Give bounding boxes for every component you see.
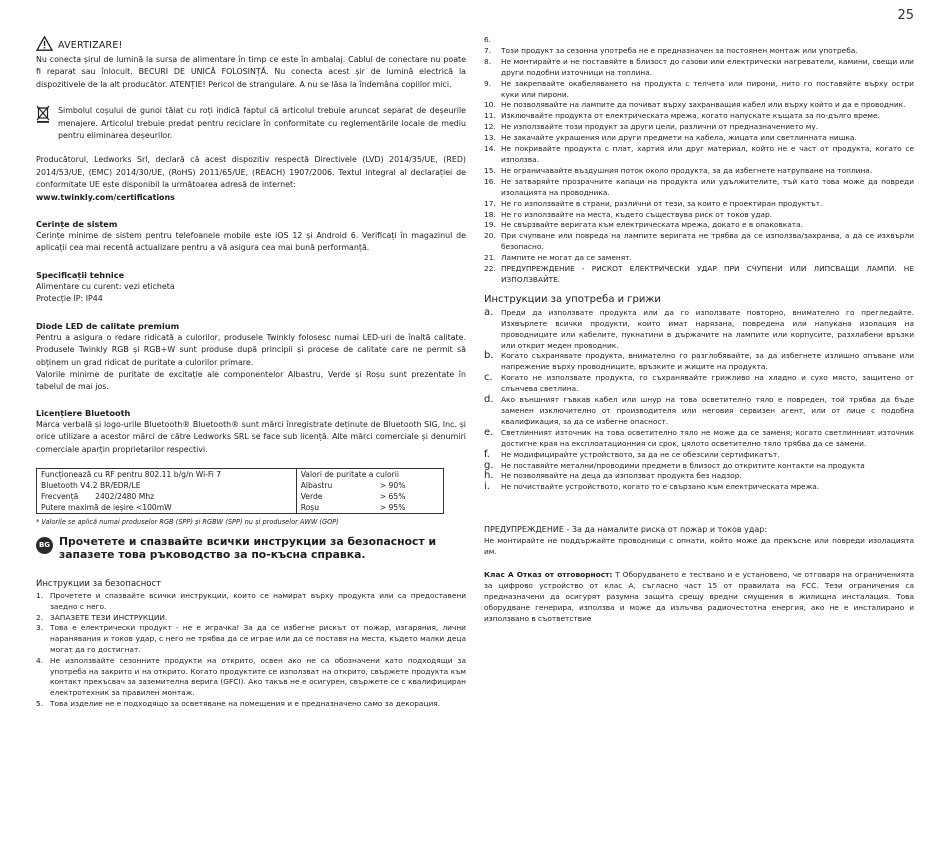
list-item: 16. Не затваряйте прозрачните капаци на продукта или удължителите, тъй като това може да повреди изолацията на проводника. <box>484 176 914 197</box>
list-item: c. Когато не използвате продукта, го съхранявайте грижливо на хладно и сухо място, защитено от слънчева светлина. <box>484 372 914 394</box>
safety-list <box>36 591 466 710</box>
list-item: g. Не поставяйте метални/проводими предмети в близост до откритите контакти на продукта <box>484 459 865 471</box>
declaration-block <box>36 154 466 204</box>
warning-heading <box>36 36 466 54</box>
list-item: a. Преди да използвате продукта или да го използвате повторно, внимателно го прегледайте. Изхвърлете всички продукти, които имат нарязана, повредена или напукана изолация на проводниците или кабелите, пукнатини в държачите на лампите или корпусите, разхлабени връзки или открит меден проводник. <box>484 306 914 350</box>
purity-name: Roșu <box>300 502 320 512</box>
warning-text: Nu conecta șirul de lumină la sursa de alimentare în timp ce este în ambalaj. Cablul de conectare nu poate fi reparat sau înlocuit. BECURI DE UNICĂ FOLOSINȚĂ. Nu conecta acest șir de lumină electrică la dispozitivele de la alt producător. ATENȚIE! Pericol de strangulare. A nu se lăsa la îndemâna copiilor mici. <box>36 55 466 89</box>
list-item: 6. <box>484 35 492 44</box>
list-item: 5. Това изделие не е подходящо за осветяване на помещения и е предназначено само за декорация. <box>36 698 441 708</box>
specs-block <box>36 269 466 306</box>
bottom-warning-text: Не монтирайте не поддържайте проводници с опнати, който може да прекъсне или повреди изолацията им. <box>484 536 914 557</box>
table-footnote: * Valorile se aplică numai produselor RGB (SPP) și RGBW (SPP) nu și produselor AWW (GOP) <box>36 517 339 526</box>
left-column <box>36 34 466 710</box>
list-item: 18. Не го използвайте на места, където съществува риск от токов удар. <box>484 209 773 219</box>
diode-text-2: Valorile minime de puritate de excitație ale componentelor Albastru, Verde și Roșu sunt prezentate în tabelul de mai jos. <box>36 369 466 392</box>
list-item: 2. ЗАПАЗЕТЕ ТЕЗИ ИНСТРУКЦИИ. <box>36 612 168 622</box>
list-item: e. Светлинният източник на това осветително тяло не може да се заменя; когато светлинният източник достигне края на експлоатационния си срок, цялото осветително тяло трябва да се замени. <box>484 426 914 448</box>
list-item: 20. При счупване или повреда на лампите веригата не трябва да се използва/захранва, а да се изхвърли безопасно. <box>484 231 914 252</box>
requirements-text: Cerințe minime de sistem pentru telefoanele mobile este iOS 12 și Android 6. Verificați în magazinul de aplicații cea mai recentă actualizare pentru a vă asigura cea mai bună performanță. <box>36 231 466 253</box>
list-item: h. Не позволявайте на деца да използват продукта без надзор. <box>484 470 742 482</box>
list-item: 7. Този продукт за сезонна употреба не е предназначен за постоянен монтаж или употреба. <box>484 45 858 55</box>
bottom-warning-title: ПРЕДУПРЕЖДЕНИЕ - За да намалите риска от пожар и токов удар: <box>484 525 768 535</box>
bluetooth-block <box>36 407 466 456</box>
declaration-text: Producătorul, Ledworks Srl, declară că acest dispozitiv respectă Directivele (LVD) 2014/35/UE, (RED) 2014/53/UE, (EMC) 2014/30/UE, (RoHS) 2011/65/UE, (REACH) 1907/2006. Textul integral al declarației de conformitate UE este disponibil la următoarea adresă de internet: <box>36 155 466 190</box>
list-item: f. Не модифицирайте устройството, за да не се обезсили сертификатът. <box>484 448 780 460</box>
diode-text-1: Pentru a asigura o redare ridicată a culorilor, produsele Twinkly folosesc numai LED-uri de înaltă calitate. Produsele Twinkly RGB și RGB+W sunt produse după principii și procese de calitate care ne permit să obținem un grad ridicat de puritate a culorilor primare. <box>36 332 466 367</box>
care-list <box>484 308 914 493</box>
list-item: 10. Не позволявайте на лампите да почиват върху захранващия кабел или върху който и да е проводник. <box>484 100 906 110</box>
tech-cell: Funcționează cu RF pentru 802.11 b/g/n Wi-Fi 7 <box>37 468 297 480</box>
purity-header: Valori de puritate a culorii <box>300 469 399 479</box>
requirements-block <box>36 218 466 255</box>
tech-cell: Putere maximă de ieșire <100mW <box>37 502 297 514</box>
specs-title: Specificații tehnice <box>36 269 125 280</box>
safety-title: Инструкции за безопасност <box>36 578 162 589</box>
purity-name: Albastru <box>300 480 333 490</box>
bg-title: Прочетете и спазвайте всички инструкции за безопасност и запазете това ръководство за по-късна справка. <box>59 534 437 562</box>
purity-name: Verde <box>300 491 323 501</box>
diode-block <box>36 320 466 394</box>
fcc-text: Т Оборудването е тествано и е установено, че отговаря на ограниченията за цифрово устройство от клас А, съгласно част 15 от правилата на FCC. Тези ограничения са предназначени да осигурят разумна защита срещу вредни смущения в жилищна инсталация. Това оборудване генерира, използва и може да излъчва радиочестотна енергия, ако не е инсталирано и използвано в съответствие <box>484 570 914 624</box>
list-item: 11. Изключвайте продукта от електрическата мрежа, когато напускате къщата за по-дълго време. <box>484 111 880 121</box>
specs-line-2: Protecție IP: IP44 <box>36 294 103 304</box>
language-badge: BG <box>36 537 53 554</box>
list-item: 1. Прочетете и спазвайте всички инструкции, които се намират върху продукта или са предоставени заедно с него. <box>36 590 466 611</box>
weee-text: Simbolul coșului de gunoi tăiat cu roți indică faptul că articolul trebuie aruncat separat de deșeurile menajere. Articolul trebuie predat pentru reciclare în conformitate cu reglementările locale de mediu pentru eliminarea deșeurilor. <box>58 106 466 141</box>
tech-table <box>36 468 444 514</box>
list-item: 19. Не свързвайте веригата към електрическата мрежа, докато е в опаковката. <box>484 220 803 230</box>
specs-line-1: Alimentare cu curent: vezi eticheta <box>36 281 175 291</box>
fcc-block <box>484 569 914 624</box>
list-item: 12. Не използвайте този продукт за други цели, различни от предназначението му. <box>484 122 819 132</box>
fcc-label: Клас А Отказ от отговорност: <box>484 570 613 580</box>
care-title: Инструкции за употреба и грижи <box>484 293 661 305</box>
bluetooth-text: Marca verbală și logo-urile Bluetooth® Bluetooth® sunt mărci înregistrate deținute de Bluetooth SIG, Inc. și orice utilizare a acestor mărci de către Ledworks SRL se face sub licență. Alte mărci comerciale și denumiri comerciale aparțin proprietarilor respectivi. <box>36 419 466 454</box>
right-column <box>484 34 914 624</box>
list-item: 22. ПРЕДУПРЕЖДЕНИЕ - РИСКОТ ЕЛЕКТРИЧЕСКИ УДАР ПРИ СЧУПЕНИ ИЛИ ЛИПСВАЩИ ЛАМПИ. НЕ ИЗПОЛЗВАЙТЕ. <box>484 264 914 284</box>
list-item: b. Когато съхранявате продукта, внимателно го разглобявайте, за да избегнете излишно опъване или напрежение върху проводниците, връзките и жиците на продукта. <box>484 350 914 372</box>
list-item: 3. Това е електрически продукт - не е играчка! За да се избегне рискът от пожар, изгаряния, лични наранявания и токов удар, с него не трябва да се играе или да се поставя на места, където малки деца могат да го достигнат. <box>36 623 466 654</box>
purity-value: > 90% <box>379 480 406 490</box>
tech-cell: Frecvență 2402/2480 Mhz <box>37 491 297 502</box>
list-item: 8. Не монтирайте и не поставяйте в близост до газови или електрически нагреватели, камини, свещи или други подобни източници на топлина. <box>484 56 914 77</box>
warning-title: AVERTIZARE! <box>58 39 123 51</box>
list-item: 13. Не закачайте украшения или други предмети на кабела, жицата или светлинната нишка. <box>484 133 857 143</box>
requirements-title: Cerințe de sistem <box>36 219 118 230</box>
bluetooth-title: Licențiere Bluetooth <box>36 407 131 418</box>
list-item: 21. Лампите не могат да се заменят. <box>484 253 632 263</box>
warning-triangle-icon <box>36 36 53 54</box>
tech-cell: Bluetooth V4.2 BR/EDR/LE <box>37 480 297 491</box>
weee-block <box>36 105 466 142</box>
diode-title: Diode LED de calitate premium <box>36 320 180 331</box>
page-number: 25 <box>897 8 914 23</box>
list-item: 17. Не го използвайте в страни, различни от тези, за които е проектиран продуктът. <box>484 198 823 208</box>
bottom-warning-block <box>484 524 914 557</box>
purity-value: > 65% <box>379 491 406 501</box>
crossed-bin-icon <box>36 105 50 127</box>
list-item: i. Не почиствайте устройството, когато то е свързано към електрическата мрежа. <box>484 481 820 493</box>
list-item: 14. Не покривайте продукта с плат, хартия или друг материал, който не е част от продукта, когато се използва. <box>484 144 914 164</box>
list-item: 9. Не закрепвайте окабеляването на продукта с телчета или пирони, нито го поставяйте върху остри куки или пирони. <box>484 78 914 99</box>
list-item: d. Ако външният гъвкав кабел или шнур на това осветително тяло е повреден, той трябва да бъде заменен изключително от производителя или неговия сервизен агент, или от лице с подобна квалификация, за да се избегне опасност. <box>484 394 914 426</box>
certifications-link[interactable]: www.twinkly.com/certifications <box>36 192 175 202</box>
list-item: 4. Не използвайте сезонните продукти на открито, освен ако не са обозначени като подходящи за употреба на закрито и на открито. Когато продуктите се използват на открито, свържете продукта към контакт прекъсвач за заземителна верига (GFCI). Ако такъв не е осигурен, свържете се с квалифициран електротехник за правилен монтаж. <box>36 655 466 698</box>
safety-list-continued <box>484 35 914 286</box>
purity-value: > 95% <box>379 502 406 512</box>
bg-title-block <box>36 535 466 562</box>
list-item: 15. Не ограничавайте въздушния поток около продукта, за да избегнете натрупване на топлина. <box>484 165 873 175</box>
